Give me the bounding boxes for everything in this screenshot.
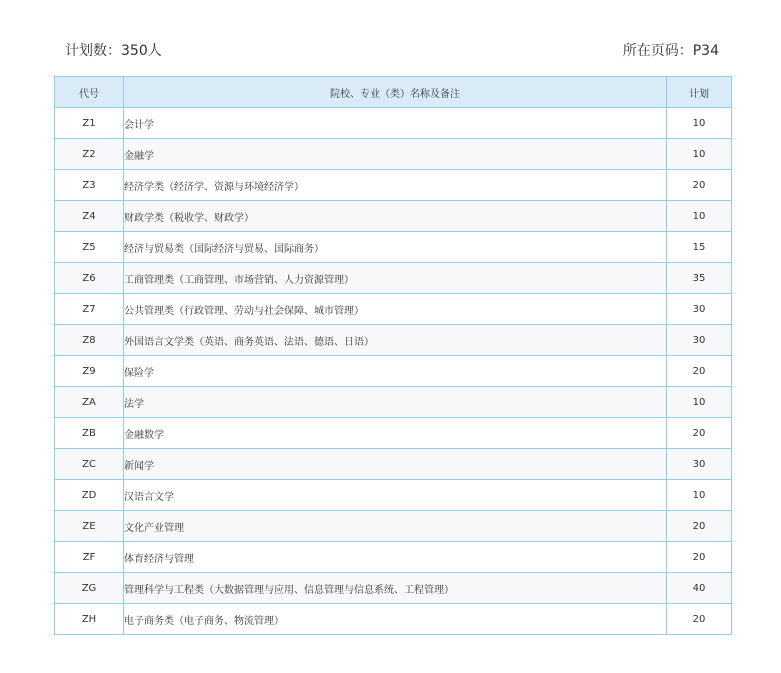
row-code: ZC: [55, 449, 124, 480]
row-name: 公共管理类（行政管理、劳动与社会保障、城市管理）: [124, 294, 667, 325]
row-plan: 10: [667, 201, 732, 232]
table-row: [55, 263, 732, 294]
page-header: [65, 40, 719, 60]
row-plan: 15: [667, 232, 732, 263]
table-row: [55, 511, 732, 542]
row-code: Z5: [55, 232, 124, 263]
row-name: 经济与贸易类（国际经济与贸易、国际商务）: [124, 232, 667, 263]
row-code: Z3: [55, 170, 124, 201]
row-name: 财政学类（税收学、财政学）: [124, 201, 667, 232]
row-plan: 30: [667, 294, 732, 325]
column-header-plan: 计划: [667, 77, 732, 108]
row-plan: 20: [667, 356, 732, 387]
table-row: [55, 232, 732, 263]
column-header-code: 代号: [55, 77, 124, 108]
table-row: [55, 542, 732, 573]
row-plan: 10: [667, 480, 732, 511]
table-header-row: [55, 77, 732, 108]
row-name: 会计学: [124, 108, 667, 139]
row-plan: 20: [667, 542, 732, 573]
row-plan: 20: [667, 170, 732, 201]
table-row: [55, 604, 732, 635]
column-header-name: 院校、专业（类）名称及备注: [124, 77, 667, 108]
table-row: [55, 325, 732, 356]
enrollment-plan-table: [54, 76, 732, 635]
row-plan: 10: [667, 139, 732, 170]
row-name: 管理科学与工程类（大数据管理与应用、信息管理与信息系统、工程管理）: [124, 573, 667, 604]
table-row: [55, 387, 732, 418]
row-plan: 30: [667, 325, 732, 356]
table-row: [55, 139, 732, 170]
row-code: Z8: [55, 325, 124, 356]
row-plan: 30: [667, 449, 732, 480]
row-name: 体育经济与管理: [124, 542, 667, 573]
table-row: [55, 356, 732, 387]
table-row: [55, 108, 732, 139]
row-name: 外国语言文学类（英语、商务英语、法语、德语、日语）: [124, 325, 667, 356]
row-code: ZB: [55, 418, 124, 449]
row-code: Z2: [55, 139, 124, 170]
row-plan: 20: [667, 511, 732, 542]
row-code: Z7: [55, 294, 124, 325]
row-plan: 10: [667, 108, 732, 139]
table-row: [55, 480, 732, 511]
row-name: 电子商务类（电子商务、物流管理）: [124, 604, 667, 635]
row-plan: 10: [667, 387, 732, 418]
row-plan: 20: [667, 604, 732, 635]
row-code: Z9: [55, 356, 124, 387]
row-code: ZD: [55, 480, 124, 511]
table-row: [55, 170, 732, 201]
row-name: 新闻学: [124, 449, 667, 480]
row-name: 金融数学: [124, 418, 667, 449]
plan-count: 计划数：350人: [65, 43, 162, 59]
row-code: Z1: [55, 108, 124, 139]
table-row: [55, 418, 732, 449]
row-code: ZE: [55, 511, 124, 542]
row-code: Z6: [55, 263, 124, 294]
row-name: 文化产业管理: [124, 511, 667, 542]
table-row: [55, 449, 732, 480]
table-row: [55, 573, 732, 604]
table-row: [55, 294, 732, 325]
table-row: [55, 201, 732, 232]
row-name: 金融学: [124, 139, 667, 170]
row-code: Z4: [55, 201, 124, 232]
row-name: 工商管理类（工商管理、市场营销、人力资源管理）: [124, 263, 667, 294]
row-code: ZH: [55, 604, 124, 635]
row-code: ZA: [55, 387, 124, 418]
page-number: 所在页码：P34: [622, 43, 719, 59]
row-plan: 35: [667, 263, 732, 294]
row-name: 法学: [124, 387, 667, 418]
row-plan: 20: [667, 418, 732, 449]
row-name: 经济学类（经济学、资源与环境经济学）: [124, 170, 667, 201]
row-code: ZG: [55, 573, 124, 604]
row-plan: 40: [667, 573, 732, 604]
row-name: 汉语言文学: [124, 480, 667, 511]
row-code: ZF: [55, 542, 124, 573]
row-name: 保险学: [124, 356, 667, 387]
